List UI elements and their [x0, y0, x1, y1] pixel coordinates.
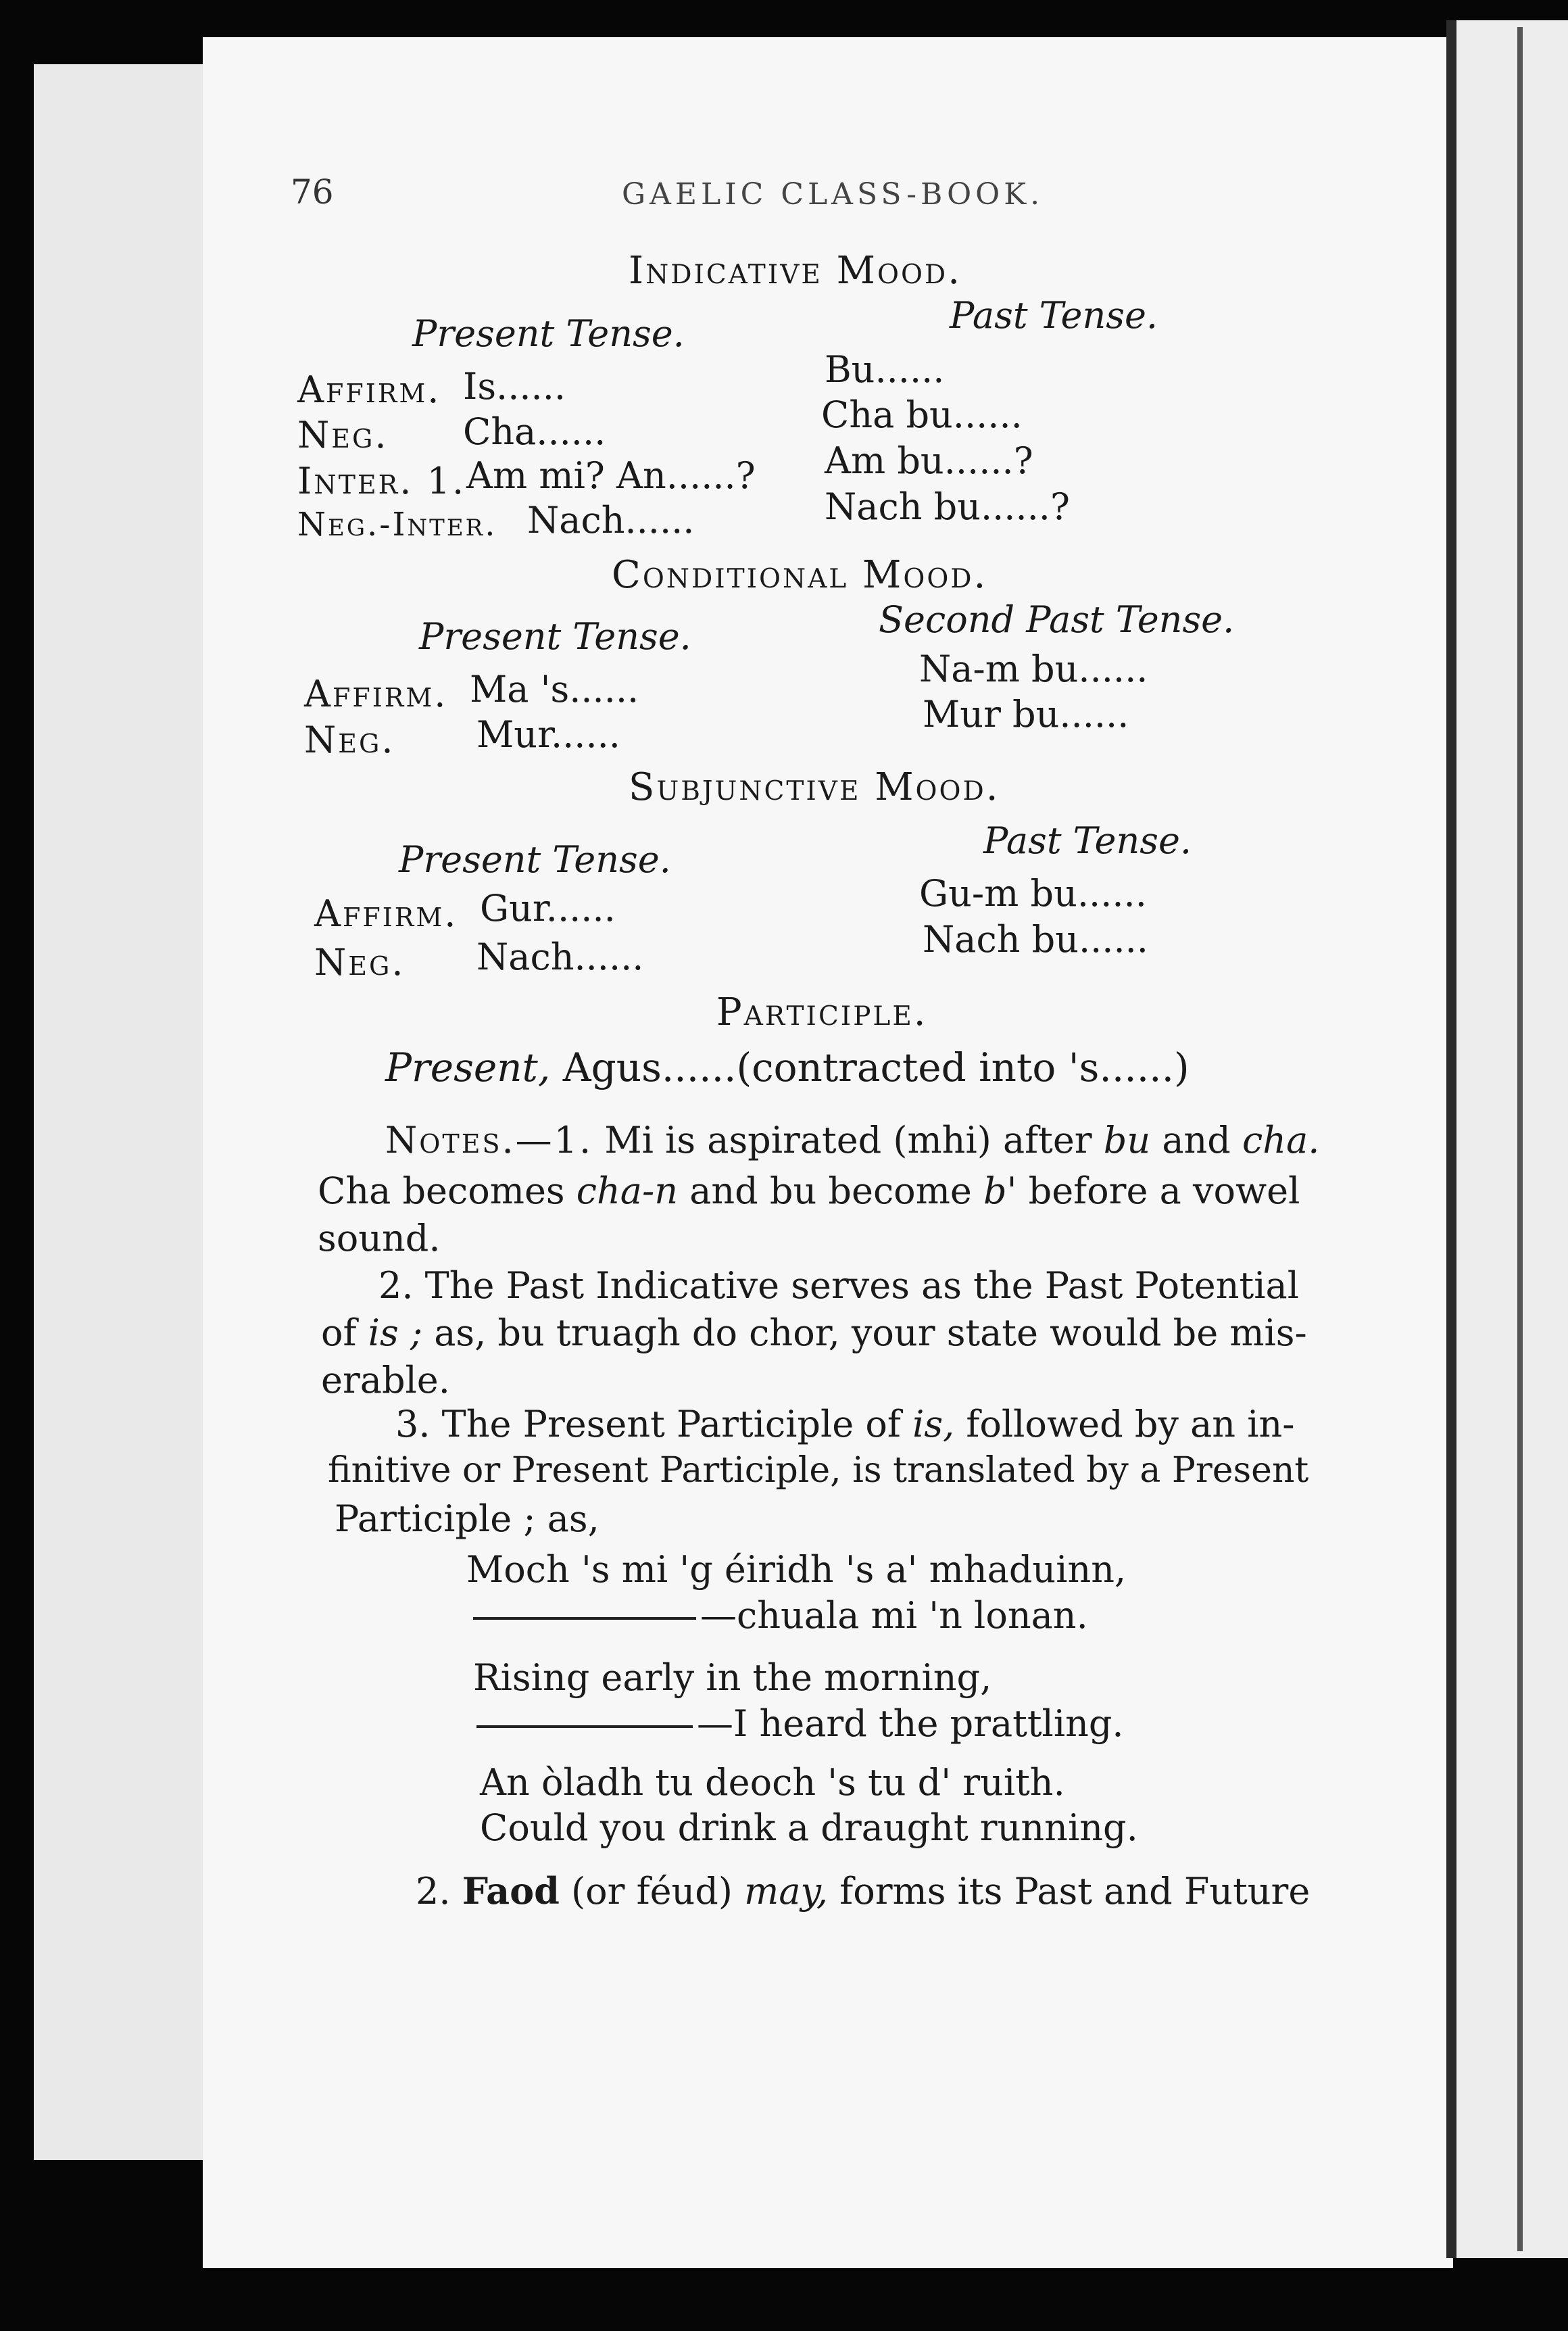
faod-number: 2.: [416, 1870, 451, 1913]
indicative-past-form: Cha bu......: [821, 393, 1023, 436]
participle-label: Present,: [385, 1044, 551, 1090]
note-3-line-3: Participle ; as,: [335, 1497, 599, 1540]
page-number: 76: [291, 172, 334, 212]
conditional-past-heading: Second Past Tense.: [879, 598, 1235, 641]
subjunctive-mood-title: Subjunctive Mood.: [629, 765, 1000, 809]
indicative-past-form: Nach bu......?: [825, 485, 1070, 528]
subjunctive-row-label: Neg.: [314, 941, 406, 984]
note-text: and bu become: [689, 1170, 972, 1212]
subjunctive-past-form: Nach bu......: [923, 918, 1148, 961]
next-page-edge: [1456, 20, 1568, 2258]
note-3-line-2: finitive or Present Participle, is translated by a Present: [328, 1450, 1309, 1491]
subjunctive-present-heading: Present Tense.: [399, 838, 671, 881]
note-2-line-2: [321, 1312, 1307, 1354]
note-text: before a vowel: [1028, 1170, 1300, 1212]
conditional-present-heading: Present Tense.: [419, 615, 691, 658]
conditional-row-label: Affirm.: [304, 673, 448, 715]
note-italic: is ;: [368, 1312, 423, 1354]
indicative-past-heading: Past Tense.: [950, 294, 1158, 337]
participle-line: [385, 1044, 1190, 1090]
subjunctive-present-form: Gur......: [480, 887, 616, 930]
conditional-present-form: Ma 's......: [470, 668, 639, 711]
indicative-present-form: Is......: [463, 365, 566, 408]
example-english-3: Could you drink a draught running.: [480, 1806, 1138, 1849]
note-1-line-3: sound.: [318, 1217, 441, 1259]
conditional-past-form: Na-m bu......: [919, 648, 1148, 690]
participle-title: Participle.: [716, 990, 928, 1034]
indicative-row-label: Neg.: [297, 414, 389, 456]
indicative-row-label: Neg.-Inter.: [297, 506, 497, 544]
conditional-present-form: Mur......: [476, 713, 620, 756]
subjunctive-past-heading: Past Tense.: [983, 819, 1192, 862]
subjunctive-row-label: Affirm.: [314, 892, 458, 935]
example-gaelic-2-line: [473, 1594, 1088, 1637]
note-1-line-2: [318, 1170, 1300, 1212]
indicative-present-heading: Present Tense.: [412, 312, 685, 355]
note-2-line-3: erable.: [321, 1359, 450, 1401]
note-text: as, bu truagh do chor, your state would be mis-: [434, 1312, 1307, 1354]
indicative-row-label: Affirm.: [297, 368, 441, 411]
dash-rule: [476, 1725, 693, 1728]
faod-meaning: may,: [744, 1870, 829, 1913]
facing-page-margin: [34, 64, 210, 2160]
indicative-past-form: Am bu......?: [825, 439, 1033, 482]
indicative-present-form: Nach......: [527, 499, 695, 542]
example-english-2-line: [476, 1702, 1124, 1745]
note-3-line-1: [395, 1403, 1295, 1445]
faod-line: [416, 1869, 1310, 1913]
faod-text: forms its Past and Future: [839, 1870, 1310, 1913]
example-gaelic-1: Moch 's mi 'g éiridh 's a' mhaduinn,: [466, 1548, 1127, 1591]
dash-rule: [473, 1617, 696, 1620]
subjunctive-past-form: Gu-m bu......: [919, 872, 1147, 915]
faod-word: Faod: [462, 1869, 560, 1913]
indicative-past-form: Bu......: [825, 348, 945, 391]
indicative-present-form: Cha......: [463, 410, 606, 453]
note-text: 3. The Present Participle of: [395, 1403, 901, 1445]
indicative-row-label: Inter. 1.: [297, 460, 466, 502]
indicative-present-form: Am mi? An......?: [466, 454, 756, 497]
note-text: of: [321, 1312, 357, 1354]
example-english-2: —I heard the prattling.: [697, 1702, 1124, 1745]
note-text: and: [1162, 1119, 1231, 1161]
notes-label: Notes.—1.: [385, 1119, 593, 1161]
note-text: followed by an in-: [966, 1403, 1295, 1445]
note-italic: is,: [912, 1403, 955, 1445]
example-gaelic-3: An òladh tu deoch 's tu d' ruith.: [480, 1761, 1065, 1804]
example-english-1: Rising early in the morning,: [473, 1656, 992, 1699]
running-title: GAELIC CLASS-BOOK.: [622, 177, 1044, 212]
note-italic: cha-n: [576, 1170, 679, 1212]
indicative-mood-title: Indicative Mood.: [629, 249, 962, 293]
participle-text: Agus......(contracted into 's......): [562, 1044, 1190, 1090]
note-text: Cha becomes: [318, 1170, 565, 1212]
note-text: Mi is aspirated (mhi) after: [604, 1119, 1092, 1161]
conditional-row-label: Neg.: [304, 719, 395, 761]
note-italic: bu: [1103, 1119, 1151, 1161]
example-gaelic-2: —chuala mi 'n lonan.: [700, 1594, 1088, 1637]
subjunctive-present-form: Nach......: [476, 936, 644, 978]
conditional-mood-title: Conditional Mood.: [612, 553, 988, 597]
conditional-past-form: Mur bu......: [923, 693, 1129, 736]
note-italic: cha.: [1242, 1119, 1320, 1161]
page-edge-line: [1517, 27, 1523, 2251]
faod-variant: (or féud): [571, 1870, 733, 1913]
note-2-line-1: 2. The Past Indicative serves as the Past Potential: [378, 1264, 1299, 1307]
note-1-line-1: [385, 1119, 1319, 1161]
note-italic: b': [983, 1170, 1017, 1212]
